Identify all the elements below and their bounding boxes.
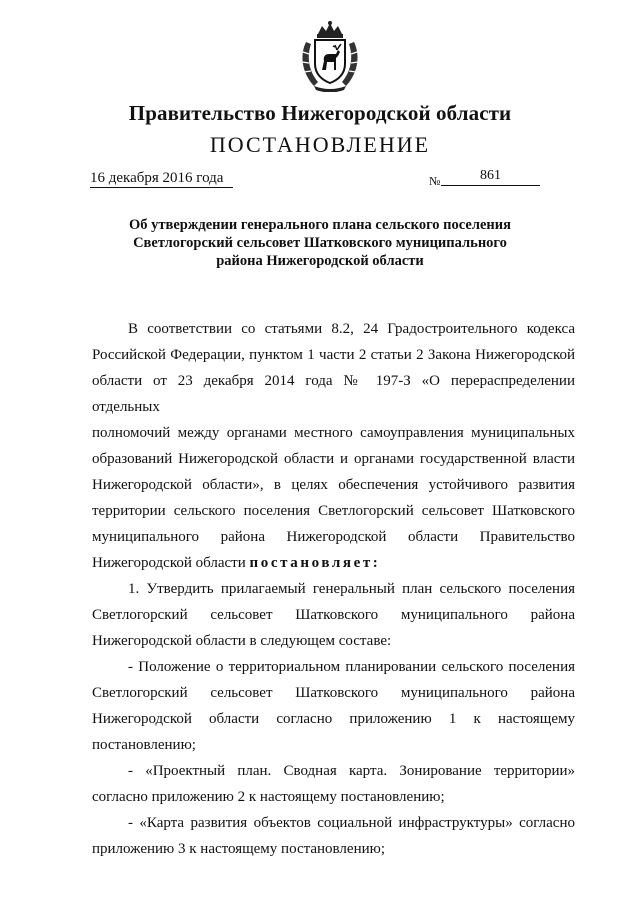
subject-line: района Нижегородской области — [216, 253, 424, 269]
text-line: согласно приложению 2 к настоящему постановлению; — [92, 789, 445, 805]
text-line: В соответствии со статьями 8.2, 24 Градостроительного кодекса — [128, 321, 575, 337]
decree-word: постановляет: — [249, 555, 381, 571]
paragraph-list-item — [92, 654, 575, 758]
text-line — [92, 550, 575, 576]
paragraph-list-item — [92, 810, 575, 862]
document-type: ПОСТАНОВЛЕНИЕ — [209, 132, 431, 157]
subject-line: Об утверждении генерального плана сельского поселения — [129, 217, 511, 233]
paragraph-list-item — [92, 758, 575, 810]
paragraph-preamble — [92, 316, 575, 576]
text-line: области от 23 декабря 2014 года № 197-З «О перераспределении отдельных — [92, 373, 575, 415]
text-line: - Положение о территориальном планировании сельского поселения — [128, 659, 575, 675]
text-line: - «Карта развития объектов социальной инфраструктуры» согласно — [128, 815, 575, 831]
text-line: Российской Федерации, пунктом 1 части 2 статьи 2 Закона Нижегородской — [92, 347, 575, 363]
document-date: 16 декабря 2016 года — [90, 170, 233, 188]
text-line: муниципального района Нижегородской области Правительство — [92, 529, 575, 545]
text-line: приложению 3 к настоящему постановлению; — [92, 841, 385, 857]
text-line: территории сельского поселения Светлогорский сельсовет Шатковского — [92, 503, 575, 519]
text-line: - «Проектный план. Сводная карта. Зонирование территории» — [128, 763, 575, 779]
subject-line: Светлогорский сельсовет Шатковского муниципального — [133, 235, 507, 251]
text-line: Нижегородской области согласно приложению 1 к настоящему — [92, 711, 575, 727]
text-line: 1. Утвердить прилагаемый генеральный план сельского поселения — [128, 581, 575, 597]
text-line: Светлогорский сельсовет Шатковского муниципального района — [92, 685, 575, 701]
number-label: № — [429, 174, 441, 188]
text-line: Светлогорский сельсовет Шатковского муниципального района — [92, 607, 575, 623]
text-line: образований Нижегородской области и органами государственной власти — [92, 451, 575, 467]
document-number: 861 — [441, 168, 540, 186]
organization-title: Правительство Нижегородской области — [128, 101, 512, 125]
paragraph-item-1 — [92, 576, 575, 654]
text-line: постановлению; — [92, 737, 196, 753]
text-fragment: Нижегородской области — [92, 555, 246, 571]
coat-of-arms-icon — [298, 20, 362, 92]
text-line: Нижегородской области в следующем составе: — [92, 633, 392, 649]
text-line: полномочий между органами местного самоуправления муниципальных — [92, 425, 575, 441]
document-body — [92, 316, 575, 862]
document-subject — [0, 216, 640, 270]
text-line: Нижегородской области», в целях обеспечения устойчивого развития — [92, 477, 575, 493]
